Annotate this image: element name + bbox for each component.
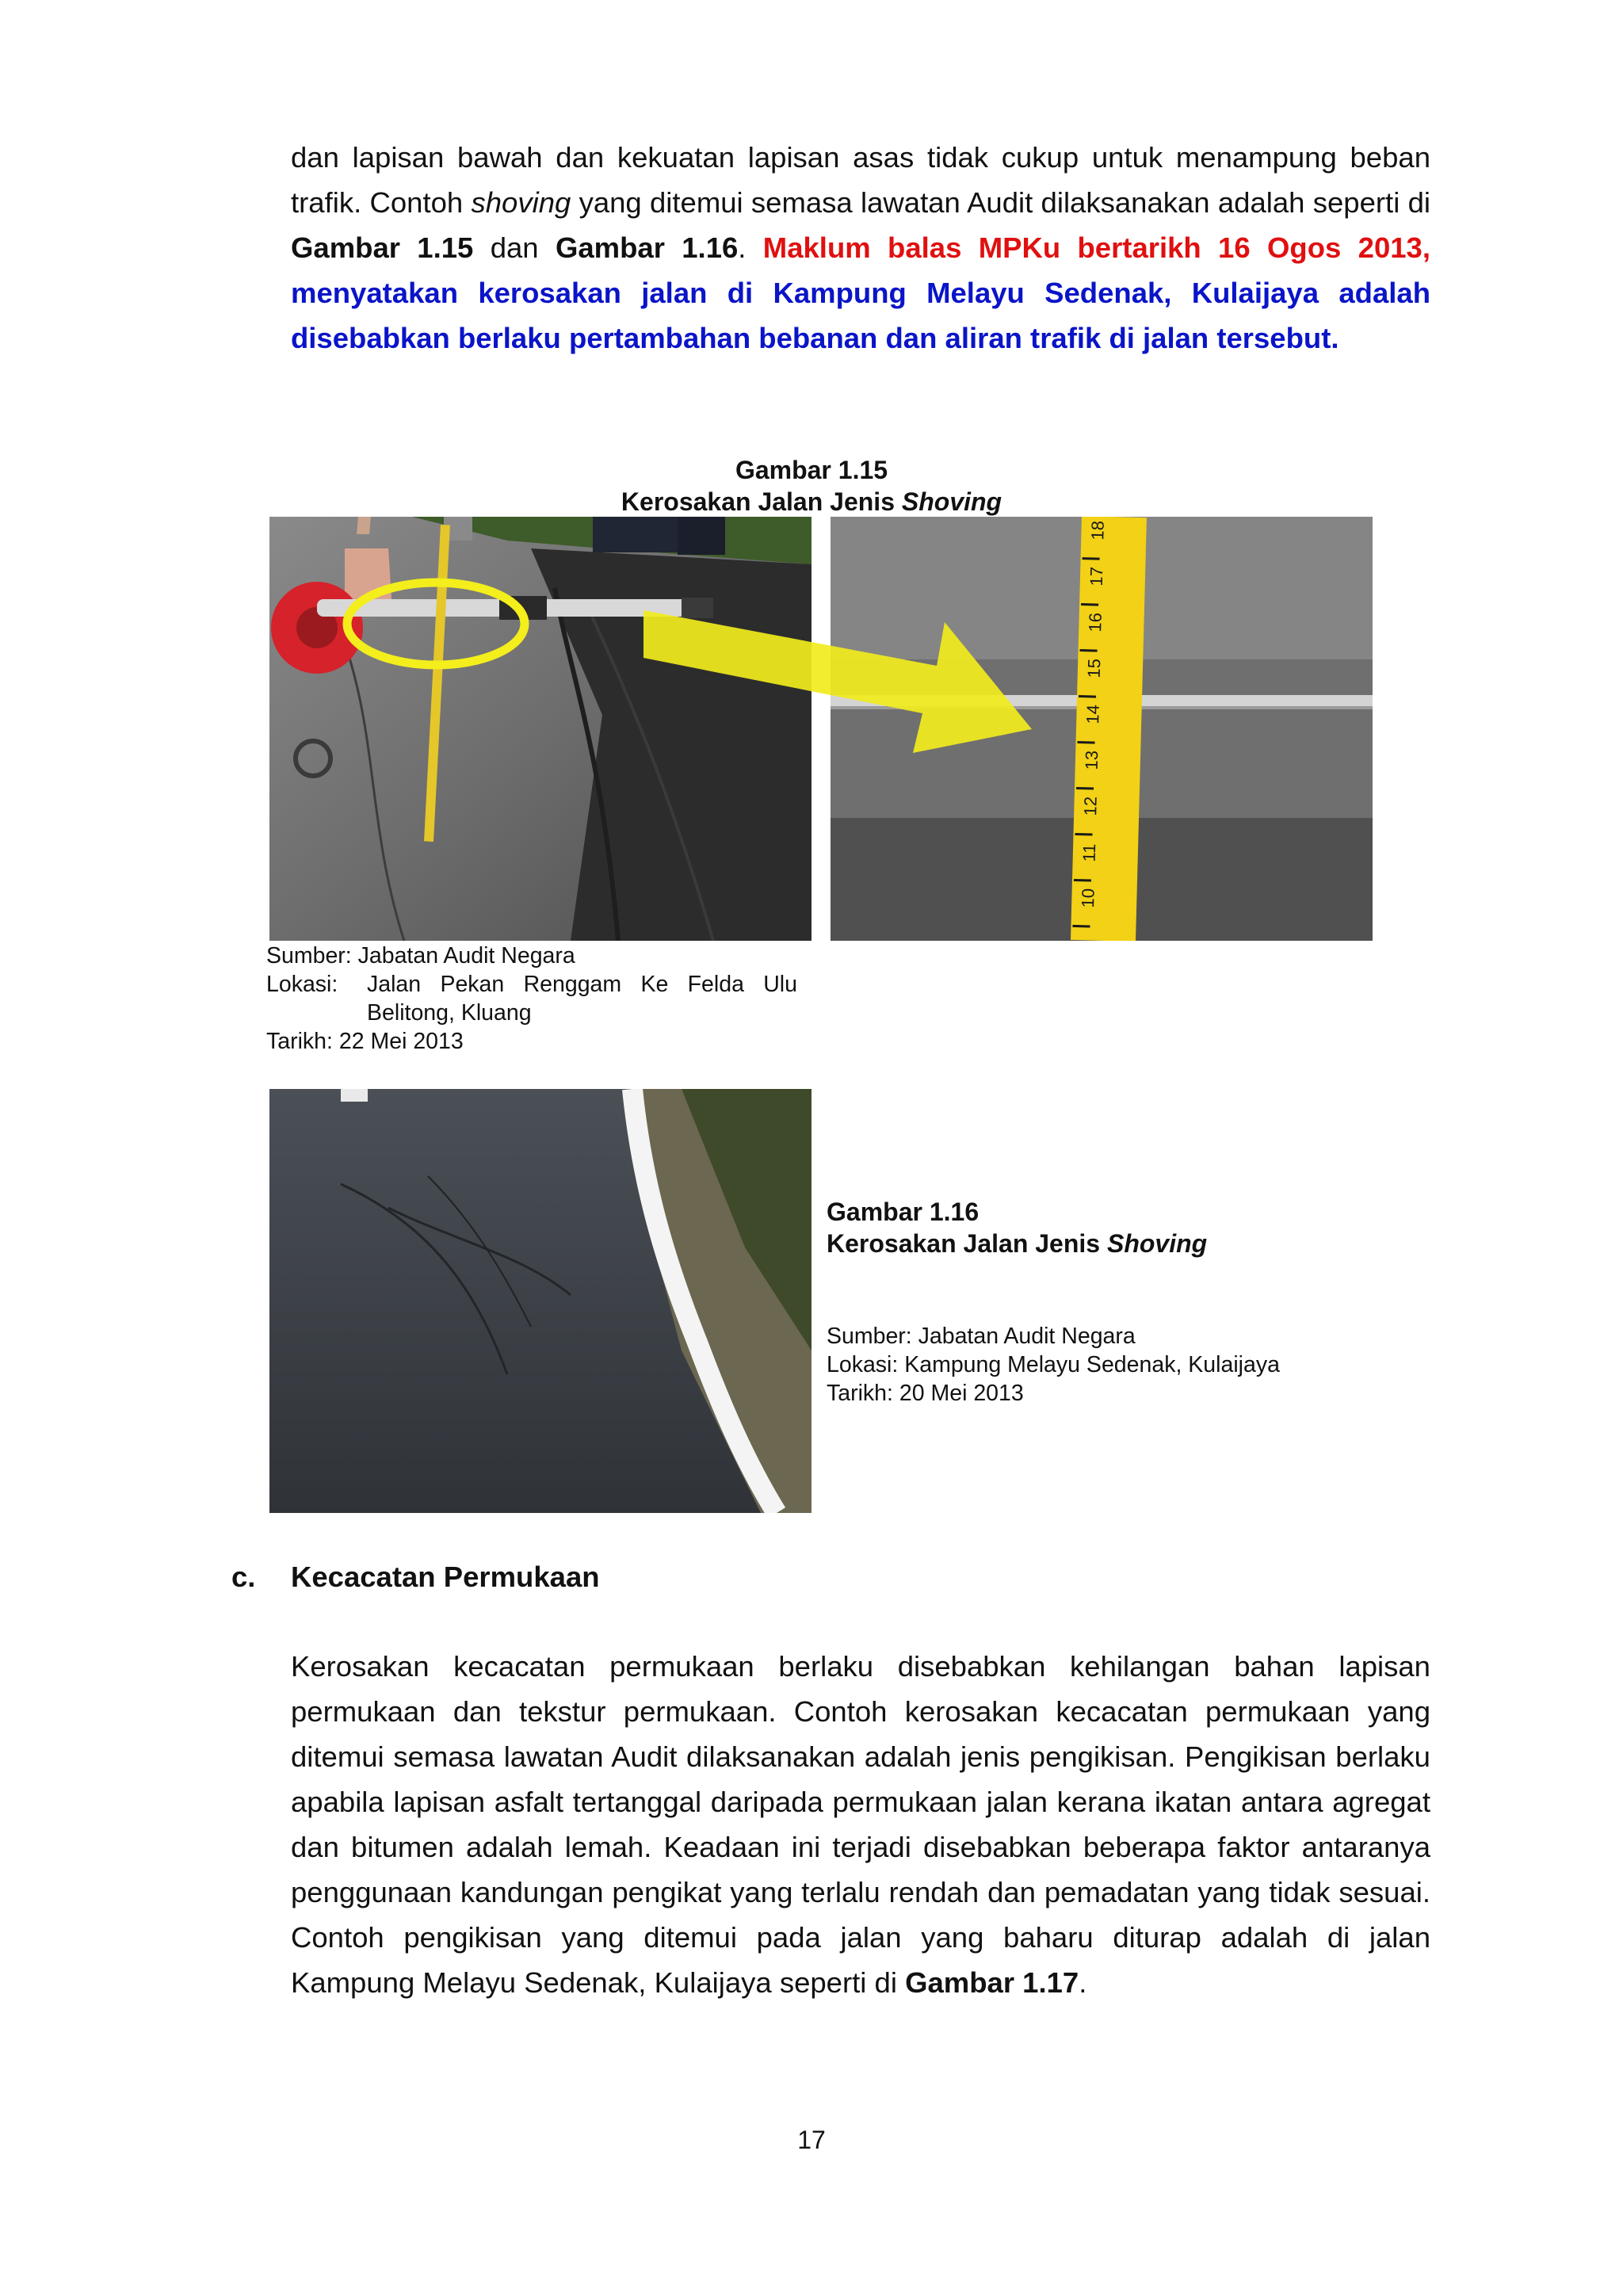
- page-number: 17: [797, 2126, 826, 2154]
- shoving-term: shoving: [471, 186, 571, 219]
- tape-tick: [1074, 879, 1091, 882]
- figure-ref-1-16: Gambar 1.16: [555, 231, 739, 264]
- figure-1-15-caption: [0, 454, 1623, 518]
- figure-ref-1-17: Gambar 1.17: [905, 1966, 1079, 1999]
- tape-tick: [1083, 557, 1100, 560]
- tape-number: 15: [1083, 658, 1105, 678]
- tape-number: 14: [1083, 704, 1103, 724]
- figure-1-16-source-block: [827, 1322, 1280, 1408]
- figure-1-16-source: Sumber: Jabatan Audit Negara: [827, 1324, 1136, 1349]
- tape-number: 11: [1079, 843, 1100, 862]
- tape-tick: [1075, 833, 1092, 836]
- tape-number: 18: [1087, 520, 1108, 541]
- tape-tick: [1072, 925, 1090, 928]
- figure-ref-1-15: Gambar 1.15: [291, 231, 474, 264]
- figure-1-16-title: Kerosakan Jalan Jenis Shoving: [827, 1229, 1208, 1258]
- tape-number: 17: [1086, 566, 1107, 586]
- figure-1-16-caption: [827, 1196, 1207, 1259]
- tape-tick: [1081, 603, 1098, 606]
- response-statement-text: menyatakan kerosakan jalan di Kampung Melayu Sedenak, Kulaijaya adalah disebabkan berlaku pertambahan bebanan dan aliran trafik di jalan tersebut.: [291, 277, 1430, 354]
- photo-road-edge: [269, 1089, 812, 1513]
- tape-number: 13: [1081, 750, 1102, 770]
- intro-paragraph: dan lapisan bawah dan kekuatan lapisan asas tidak cukup untuk menampung beban trafik. Contoh shoving yang ditemui semasa lawatan Audit dilaksanakan adalah seperti di Gambar 1.15 dan Gambar 1.16. Maklum balas MPKu bertarikh 16 Ogos 2013, menyatakan kerosakan jalan di Kampung Melayu Sedenak, Kulaijaya adalah disebabkan berlaku pertambahan bebanan dan aliran trafik di jalan tersebut.: [291, 141, 1430, 354]
- figure-1-15-source-block: [266, 942, 797, 1056]
- response-date-text: Maklum balas MPKu bertarikh 16 Ogos 2013,: [762, 231, 1430, 264]
- tape-number: 12: [1080, 796, 1101, 816]
- tape-tick: [1077, 741, 1094, 744]
- figure-1-15-source: Sumber: Jabatan Audit Negara: [266, 943, 575, 968]
- tape-tick: [1080, 649, 1098, 652]
- figure-1-15-number: Gambar 1.15: [735, 456, 888, 484]
- highlight-arrow: [643, 602, 1032, 753]
- figure-1-16-location: Lokasi: Kampung Melayu Sedenak, Kulaijaya: [827, 1352, 1280, 1377]
- section-c-letter: c.: [231, 1561, 256, 1593]
- section-c-title: Kecacatan Permukaan: [291, 1561, 600, 1593]
- figure-1-15-title: Kerosakan Jalan Jenis Shoving: [621, 487, 1002, 516]
- figure-1-16-number: Gambar 1.16: [827, 1198, 980, 1226]
- tape-tick: [1079, 695, 1096, 698]
- tape-tick: [1076, 787, 1094, 790]
- figure-1-15-date: Tarikh: 22 Mei 2013: [266, 1029, 464, 1054]
- section-c-paragraph: Kerosakan kecacatan permukaan berlaku disebabkan kehilangan bahan lapisan permukaan dan tekstur permukaan. Contoh kerosakan kecacatan permukaan yang ditemui semasa lawatan Audit dilaksanakan adalah jenis pengikisan. Pengikisan berlaku apabila lapisan asfalt tertanggal daripada permukaan jalan kerana ikatan antara agregat dan bitumen adalah lemah. Keadaan ini terjadi disebabkan beberapa faktor antaranya penggunaan kandungan pengikat yang terlalu rendah dan pemadatan yang tidak sesuai. Contoh pengikisan yang ditemui pada jalan yang baharu diturap adalah di jalan Kampung Melayu Sedenak, Kulaijaya seperti di Gambar 1.17.: [291, 1650, 1430, 1999]
- tape-number: 16: [1085, 612, 1106, 632]
- figure-1-16-date: Tarikh: 20 Mei 2013: [827, 1381, 1024, 1406]
- figure-1-15-location: Lokasi: Jalan Pekan Renggam Ke Felda Ulu Belitong, Kluang: [266, 972, 797, 1026]
- tape-number: 10: [1078, 888, 1098, 908]
- photo-road-edge-image: [269, 1089, 812, 1513]
